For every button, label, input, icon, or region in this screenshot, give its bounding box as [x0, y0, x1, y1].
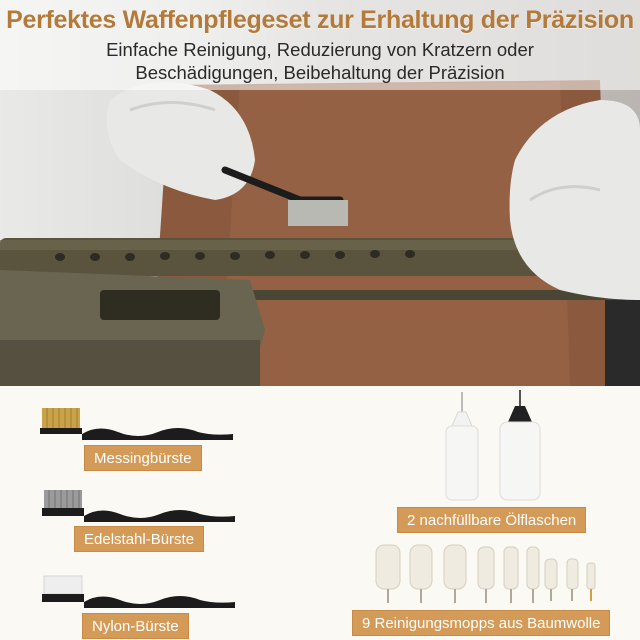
mop-3 [444, 545, 466, 589]
brass-brush-image [38, 404, 238, 440]
page-title: Perfektes Waffenpflegeset zur Erhaltung der Präzision [6, 6, 634, 34]
nylon-bristles-shape [44, 576, 82, 594]
mop-2 [410, 545, 432, 589]
oil-bottles-image [436, 388, 556, 504]
small-oil-bottle [446, 392, 478, 500]
steel-brush-label: Edelstahl-Bürste [74, 526, 204, 552]
mop-9 [587, 563, 595, 589]
mop-4 [478, 547, 494, 589]
nylon-brush-handle-shape [84, 596, 235, 608]
large-oil-bottle [500, 390, 540, 500]
steel-bristles-shape [44, 490, 82, 508]
subtitle-line-1: Einfache Reinigung, Reduzierung von Kratzern oder [106, 39, 534, 60]
brass-bristles-shape [42, 408, 80, 428]
subtitle-line-2: Beschädigungen, Beibehaltung der Präzision [135, 62, 505, 83]
cotton-mops-image [372, 541, 608, 611]
mop-8 [567, 559, 578, 589]
product-panel [0, 386, 640, 640]
mop-5 [504, 547, 518, 589]
steel-brush-handle-shape [84, 510, 235, 522]
brass-brush-label: Messingbürste [84, 445, 202, 471]
page-subtitle [0, 38, 640, 84]
cotton-mops-label: 9 Reinigungsmopps aus Baumwolle [352, 610, 610, 636]
nylon-brush-label: Nylon-Bürste [82, 613, 189, 639]
mop-7 [545, 559, 557, 589]
steel-brush-image [40, 486, 240, 522]
mop-6 [527, 547, 539, 589]
nylon-brush-image [40, 572, 240, 608]
brass-brush-handle-shape [82, 428, 233, 440]
mop-1 [376, 545, 400, 589]
oil-bottles-label: 2 nachfüllbare Ölflaschen [397, 507, 586, 533]
